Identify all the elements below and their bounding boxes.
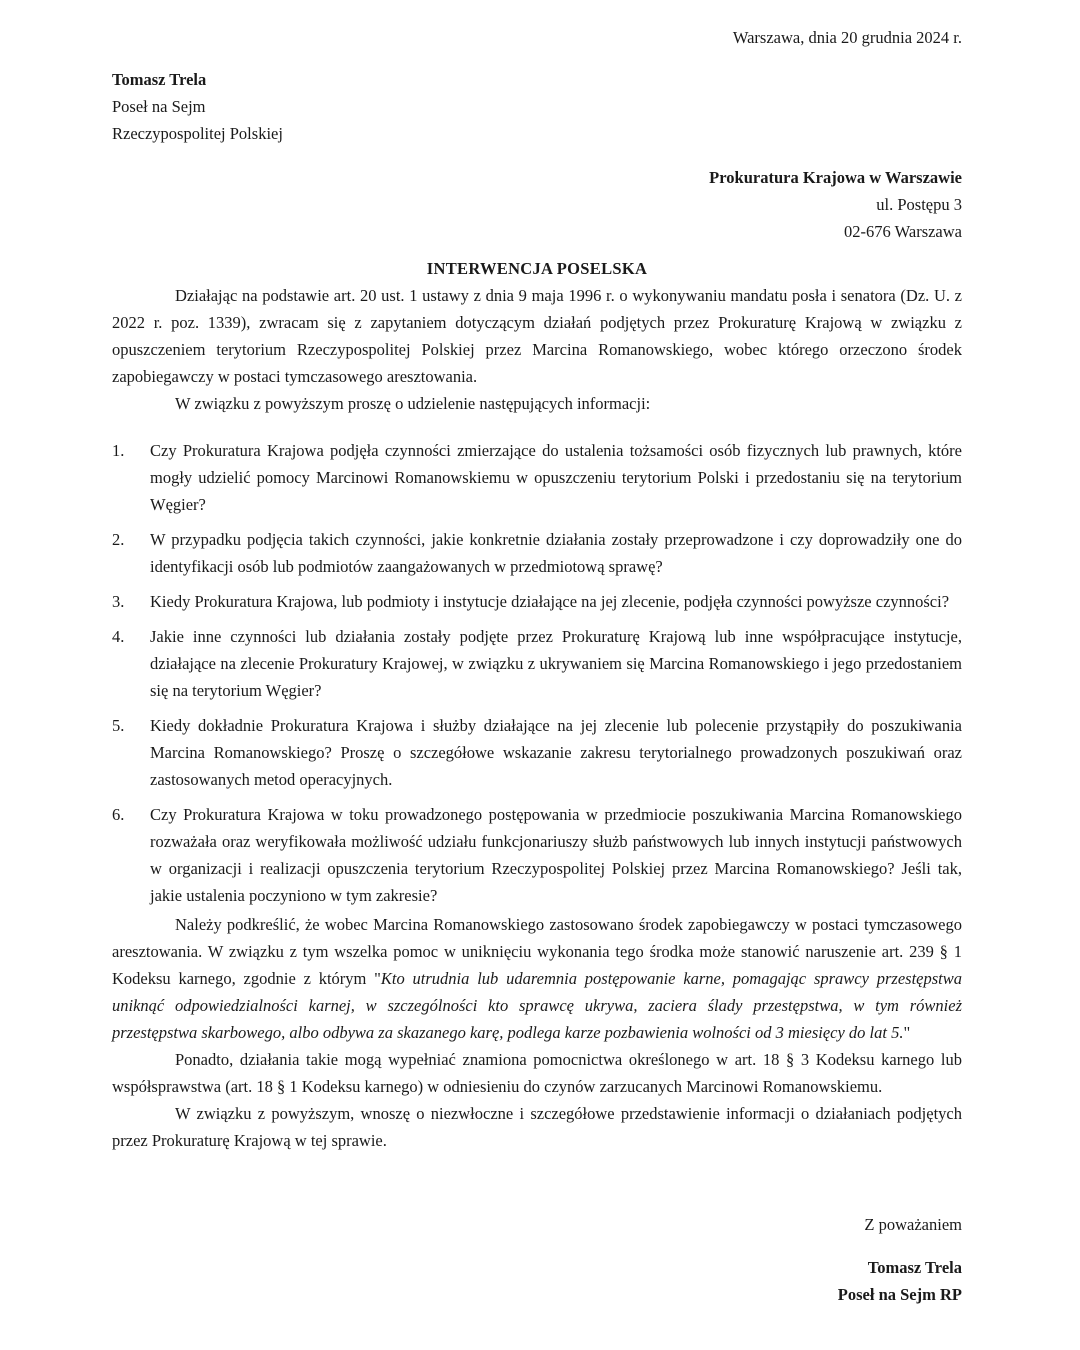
question-text: Czy Prokuratura Krajowa podjęła czynności zmierzające do ustalenia tożsamości osób fizycznych lub prawnych, które mogły udzielić pomocy Marcinowi Romanowskiemu w opuszczeniu terytorium Polski i przedostaniu się na terytorium Węgier? [150, 441, 962, 514]
question-number: 3. [112, 592, 125, 611]
document-title: INTERWENCJA POSELSKA [426, 259, 648, 278]
question-item-3 [112, 588, 962, 615]
question-item-5 [112, 712, 962, 793]
question-number: 4. [112, 627, 125, 646]
signature-name: Tomasz Trela [867, 1258, 962, 1277]
valediction: Z poważaniem [864, 1215, 962, 1234]
legal-paragraph [112, 911, 962, 1046]
signature-block [112, 1254, 962, 1308]
date-line: Warszawa, dnia 20 grudnia 2024 r. [732, 28, 962, 47]
sender-block [112, 66, 962, 147]
closing-paragraph: W związku z powyższym, wnoszę o niezwłoczne i szczegółowe przedstawienie informacji o działaniach podjętych przez Prokuraturę Krajową w tej sprawie. [112, 1104, 962, 1150]
question-item-1 [112, 437, 962, 518]
question-item-2 [112, 526, 962, 580]
recipient-block [112, 164, 962, 245]
recipient-city: 02-676 Warszawa [844, 222, 962, 241]
recipient-name: Prokuratura Krajowa w Warszawie [709, 168, 962, 187]
question-item-4 [112, 623, 962, 704]
aiding-paragraph: Ponadto, działania takie mogą wypełniać znamiona pomocnictwa określonego w art. 18 § 3 Kodeksu karnego lub współsprawstwa (art. 18 § 1 Kodeksu karnego) w odniesieniu do czynów zarzucanych Marcinowi Romanowskiemu. [112, 1050, 962, 1096]
question-number: 1. [112, 441, 125, 460]
sender-role: Poseł na Sejm [112, 97, 206, 116]
question-number: 5. [112, 716, 125, 735]
sender-name: Tomasz Trela [112, 70, 207, 89]
question-number: 6. [112, 805, 125, 824]
question-text: W przypadku podjęcia takich czynności, jakie konkretnie działania zostały przeprowadzone i czy doprowadziły one do identyfikacji osób lub podmiotów zaangażowanych w przedmiotową sprawę? [150, 530, 962, 576]
question-text: Kiedy dokładnie Prokuratura Krajowa i służby działające na jej zlecenie lub polecenie przystąpiły do poszukiwania Marcina Romanowskiego? Proszę o szczegółowe wskazanie zakresu terytorialnego prowadzonych poszukiwań oraz zastosowanych metod operacyjnych. [150, 716, 962, 789]
question-text: Jakie inne czynności lub działania zostały podjęte przez Prokuraturę Krajową lub inne współpracujące instytucje, działające na zlecenie Prokuratury Krajowej, w związku z ukrywaniem się Marcina Romanowskiego i jego przedostaniem się na terytorium Węgier? [150, 627, 962, 700]
legal-lead: Należy podkreślić, że wobec Marcina Romanowskiego zastosowano środek zapobiegawczy w postaci tymczasowego aresztowania. W związku z tym wszelka pomoc w uniknięciu wykonania tego środka może stanowić naruszenie art. 239 § 1 Kodeksu karnego, zgodnie z którym " [112, 915, 962, 988]
request-line: W związku z powyższym proszę o udzielenie następujących informacji: [175, 394, 651, 413]
sender-institution: Rzeczypospolitej Polskiej [112, 124, 283, 143]
legal-quote: Kto utrudnia lub udaremnia postępowanie karne, pomagając sprawcy przestępstwa uniknąć odpowiedzialności karnej, w szczególności kto sprawcę ukrywa, zaciera ślady przestępstwa, w tym również przestępstwa skarbowego, albo odbywa za skazanego karę, podlega karze pozbawienia wolności od 3 miesięcy do lat 5. [112, 969, 962, 1042]
recipient-street: ul. Postępu 3 [876, 195, 962, 214]
signature-title: Poseł na Sejm RP [837, 1285, 962, 1304]
question-text: Kiedy Prokuratura Krajowa, lub podmioty i instytucje działające na jej zlecenie, podjęła czynności powyższe czynności? [150, 592, 950, 611]
legal-tail: " [903, 1023, 911, 1042]
intro-paragraph: Działając na podstawie art. 20 ust. 1 ustawy z dnia 9 maja 1996 r. o wykonywaniu mandatu posła i senatora (Dz. U. z 2022 r. poz. 1339), zwracam się z zapytaniem dotyczącym działań podjętych przez Prokuraturę Krajową w związku z opuszczeniem terytorium Rzeczypospolitej Polskiej przez Marcina Romanowskiego, wobec którego orzeczono środek zapobiegawczy w postaci tymczasowego aresztowania. [112, 286, 962, 386]
question-item-6 [112, 801, 962, 909]
questions-list [112, 437, 962, 909]
question-number: 2. [112, 530, 125, 549]
question-text: Czy Prokuratura Krajowa w toku prowadzonego postępowania w przedmiocie poszukiwania Marcina Romanowskiego rozważała oraz weryfikowała możliwość udziału funkcjonariuszy służb państwowych lub innych instytucji państwowych w organizacji i realizacji opuszczenia terytorium Rzeczypospolitej Polskiej przez Marcina Romanowskiego? Jeśli tak, jakie ustalenia poczyniono w tym zakresie? [150, 805, 962, 905]
